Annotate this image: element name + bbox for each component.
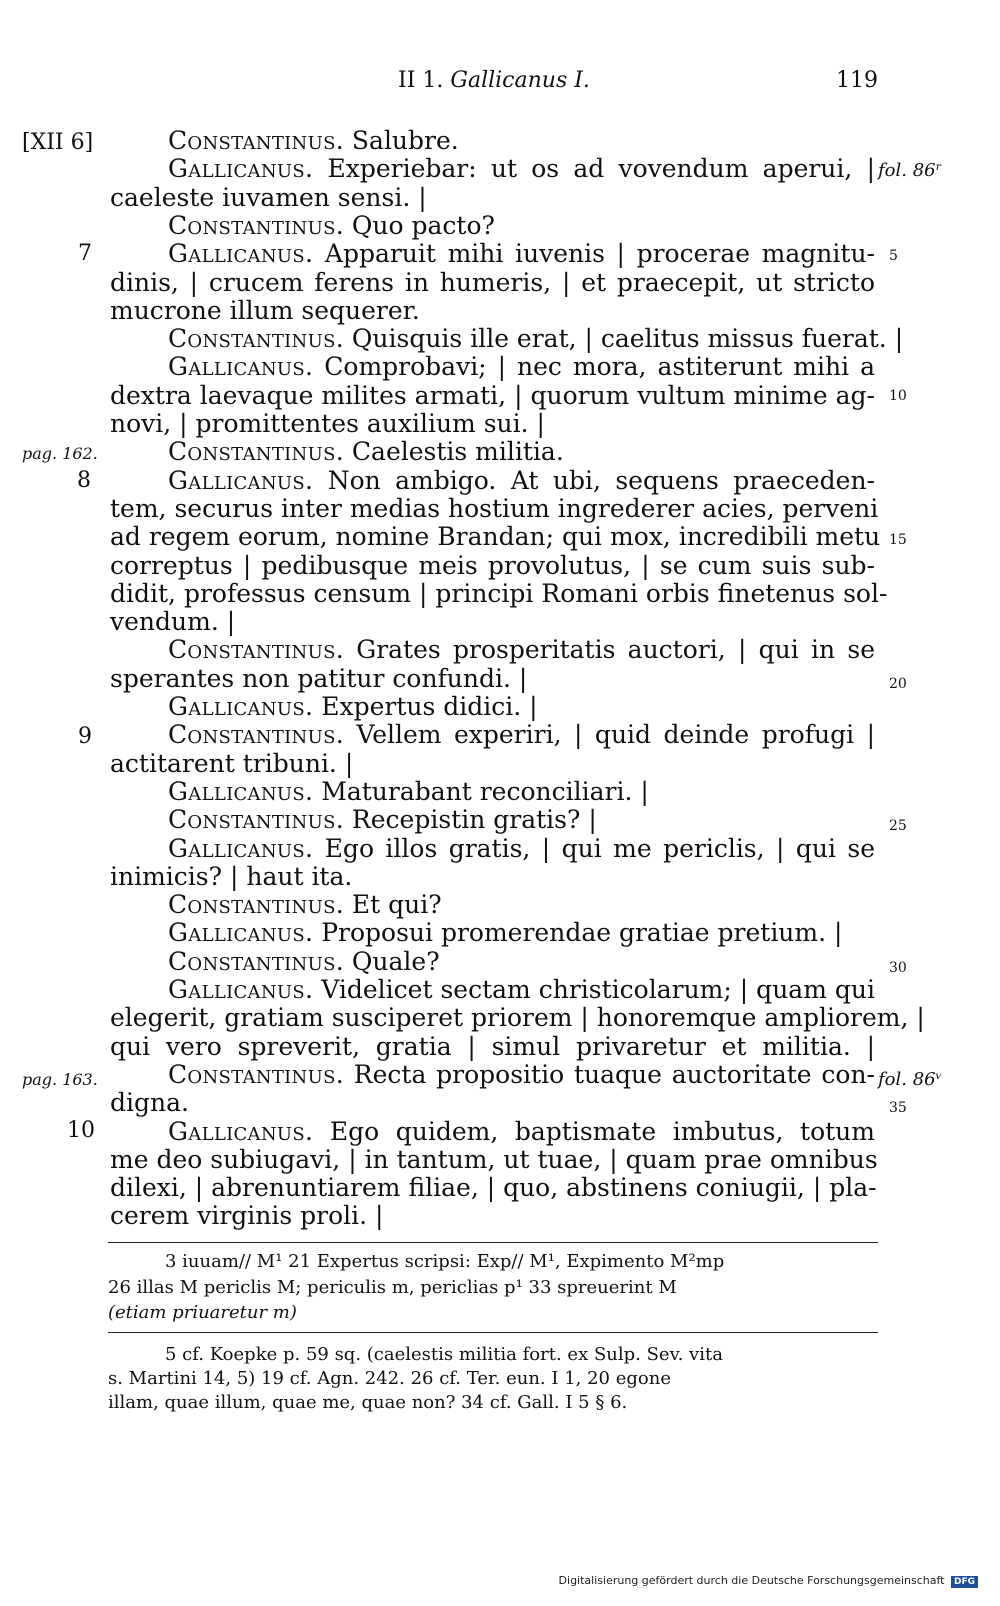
line-text: Non ambigo. At ubi, sequens praeceden- <box>327 466 875 495</box>
speaker-name: Constantinus. <box>168 805 344 834</box>
apparatus-line: (etiam priuaretur m) <box>108 1302 297 1323</box>
text-line <box>168 211 875 240</box>
apparatus-rule <box>108 1242 878 1243</box>
line-number-35: 35 <box>889 1100 907 1116</box>
text-line <box>168 720 875 749</box>
line-text: dextra laevaque milites armati, | quorum vultum minime ag- <box>110 381 875 410</box>
speaker-name: Gallicanus. <box>168 834 314 863</box>
page-reference-162: pag. 162. <box>22 444 98 463</box>
text-line <box>110 551 875 580</box>
apparatus-line: 3 iuuam// M¹ 21 Expertus scripsi: Exp// M¹, Expimento M²mp <box>165 1251 725 1272</box>
credit-text: Digitalisierung gefördert durch die Deutsche Forschungsgemeinschaft <box>558 1574 945 1587</box>
line-number-30: 30 <box>889 960 907 976</box>
text-line <box>110 409 875 438</box>
line-number-5: 5 <box>889 248 898 264</box>
line-text: ad regem eorum, nomine Brandan; qui mox, incredibili metu <box>110 522 881 551</box>
chapter-reference: [XII 6] <box>22 130 94 155</box>
text-line <box>168 805 875 834</box>
text-line <box>168 154 875 183</box>
line-number-25: 25 <box>889 818 907 834</box>
text-line <box>168 947 875 976</box>
line-text: Apparuit mihi iuvenis | procerae magnitu- <box>324 239 875 268</box>
line-number-10: 10 <box>889 388 907 404</box>
text-line <box>168 324 904 353</box>
digitization-credit <box>559 1574 978 1588</box>
speaker-name: Gallicanus. <box>168 352 314 381</box>
line-text: Vellem experiri, | quid deinde profugi | <box>356 720 875 749</box>
line-text: Videlicet sectam christicolarum; | quam qui <box>321 975 875 1004</box>
speaker-name: Constantinus. <box>168 211 344 240</box>
text-line <box>110 862 875 891</box>
speaker-name: Constantinus. <box>168 947 344 976</box>
text-line <box>168 834 875 863</box>
line-text: Ego illos gratis, | qui me periclis, | qui se <box>324 834 875 863</box>
line-text: Proposui promerendae gratiae pretium. | <box>321 918 843 947</box>
sources-line: s. Martini 14, 5) 19 cf. Agn. 242. 26 cf. Ter. eun. I 1, 20 egone <box>108 1368 671 1389</box>
line-text: Quo pacto? <box>351 211 495 240</box>
line-text: Quisquis ille erat, | caelitus missus fuerat. | <box>351 324 904 353</box>
speaker-name: Constantinus. <box>168 324 344 353</box>
speaker-name: Gallicanus. <box>168 466 314 495</box>
page-number: 119 <box>836 68 878 93</box>
text-line <box>110 1088 875 1117</box>
text-line <box>168 890 875 919</box>
line-text: dinis, | crucem ferens in humeris, | et praecepit, ut stricto <box>110 268 875 297</box>
text-line <box>168 918 875 947</box>
text-line <box>168 239 875 268</box>
speaker-name: Gallicanus. <box>168 154 314 183</box>
section-number-7: 7 <box>78 241 92 266</box>
dfg-logo: DFG <box>951 1576 978 1588</box>
text-line <box>110 381 875 410</box>
apparatus-line: 26 illas M periclis M; periculis m, periclias p¹ 33 spreuerint M <box>108 1277 677 1298</box>
text-line <box>168 352 875 381</box>
speaker-name: Constantinus. <box>168 635 344 664</box>
line-text: correptus | pedibusque meis provolutus, | se cum suis sub- <box>110 551 875 580</box>
line-text: actitarent tribuni. | <box>110 749 354 778</box>
line-text: qui vero spreverit, gratia | simul privaretur et militia. | <box>110 1032 875 1061</box>
line-text: vendum. | <box>110 607 236 636</box>
line-text: Ego quidem, baptismate imbutus, totum <box>329 1117 875 1146</box>
line-text: elegerit, gratiam susciperet priorem | honoremque ampliorem, | <box>110 1003 925 1032</box>
running-head-section: II 1. <box>398 68 444 93</box>
speaker-name: Gallicanus. <box>168 777 314 806</box>
line-text: Experiebar: ut os ad vovendum aperui, | <box>327 154 875 183</box>
line-number-15: 15 <box>889 532 907 548</box>
text-line <box>110 1003 925 1032</box>
text-line <box>168 777 875 806</box>
speaker-name: Gallicanus. <box>168 239 314 268</box>
line-text: Expertus didici. | <box>321 692 538 721</box>
line-text: tem, securus inter medias hostium ingrederer acies, perveni <box>110 494 879 523</box>
line-text: caeleste iuvamen sensi. | <box>110 183 427 212</box>
section-number-8: 8 <box>77 468 91 493</box>
text-line <box>168 1060 875 1089</box>
speaker-name: Gallicanus. <box>168 1117 314 1146</box>
line-text: Maturabant reconciliari. | <box>321 777 649 806</box>
line-text: novi, | promittentes auxilium sui. | <box>110 409 545 438</box>
line-text: Recta propositio tuaque auctoritate con- <box>353 1060 876 1089</box>
speaker-name: Constantinus. <box>168 1060 344 1089</box>
text-line <box>110 522 881 551</box>
text-line <box>110 1201 875 1230</box>
text-line <box>110 1032 875 1061</box>
text-line <box>110 1145 878 1174</box>
line-text: didit, professus censum | principi Romani orbis finetenus sol- <box>110 579 888 608</box>
line-text: Et qui? <box>351 890 442 919</box>
text-line <box>110 1173 875 1202</box>
text-line <box>110 183 875 212</box>
line-text: Salubre. <box>351 126 459 155</box>
text-line <box>110 296 875 325</box>
line-text: cerem virginis proli. | <box>110 1201 384 1230</box>
text-line <box>110 579 888 608</box>
line-text: Caelestis militia. <box>351 437 564 466</box>
folio-86v: fol. 86ᵛ <box>878 1069 943 1090</box>
line-text: me deo subiugavi, | in tantum, ut tuae, | quam prae omnibus <box>110 1145 878 1174</box>
text-line <box>110 494 879 523</box>
text-line <box>168 466 875 495</box>
line-text: dilexi, | abrenuntiarem filiae, | quo, abstinens coniugii, | pla- <box>110 1173 877 1202</box>
speaker-name: Constantinus. <box>168 437 344 466</box>
line-text: sperantes non patitur confundi. | <box>110 664 528 693</box>
page-reference-163: pag. 163. <box>22 1070 98 1089</box>
sources-line: 5 cf. Koepke p. 59 sq. (caelestis militia fort. ex Sulp. Sev. vita <box>165 1344 723 1365</box>
text-line <box>168 126 875 155</box>
line-text: mucrone illum sequerer. <box>110 296 420 325</box>
speaker-name: Constantinus. <box>168 890 344 919</box>
text-line <box>168 692 875 721</box>
line-text: Grates prosperitatis auctori, | qui in se <box>356 635 875 664</box>
line-text: Comprobavi; | nec mora, astiterunt mihi a <box>324 352 875 381</box>
text-line <box>110 749 875 778</box>
line-text: inimicis? | haut ita. <box>110 862 353 891</box>
speaker-name: Gallicanus. <box>168 975 314 1004</box>
line-text: digna. <box>110 1088 189 1117</box>
text-line <box>168 437 875 466</box>
folio-86r: fol. 86ʳ <box>878 160 942 181</box>
speaker-name: Gallicanus. <box>168 692 314 721</box>
speaker-name: Constantinus. <box>168 126 344 155</box>
running-head-work: Gallicanus I. <box>450 68 590 93</box>
sources-rule <box>108 1332 878 1333</box>
text-line <box>110 607 875 636</box>
text-line <box>168 975 875 1004</box>
line-text: Quale? <box>351 947 440 976</box>
sources-line: illam, quae illum, quae me, quae non? 34 cf. Gall. I 5 § 6. <box>108 1392 628 1413</box>
line-text: Recepistin gratis? | <box>351 805 597 834</box>
text-line <box>168 635 875 664</box>
speaker-name: Constantinus. <box>168 720 344 749</box>
text-line <box>110 268 875 297</box>
text-line <box>110 664 875 693</box>
line-number-20: 20 <box>889 676 907 692</box>
section-number-10: 10 <box>67 1118 95 1143</box>
text-line <box>168 1117 875 1146</box>
speaker-name: Gallicanus. <box>168 918 314 947</box>
running-head <box>398 68 590 93</box>
section-number-9: 9 <box>78 724 92 749</box>
